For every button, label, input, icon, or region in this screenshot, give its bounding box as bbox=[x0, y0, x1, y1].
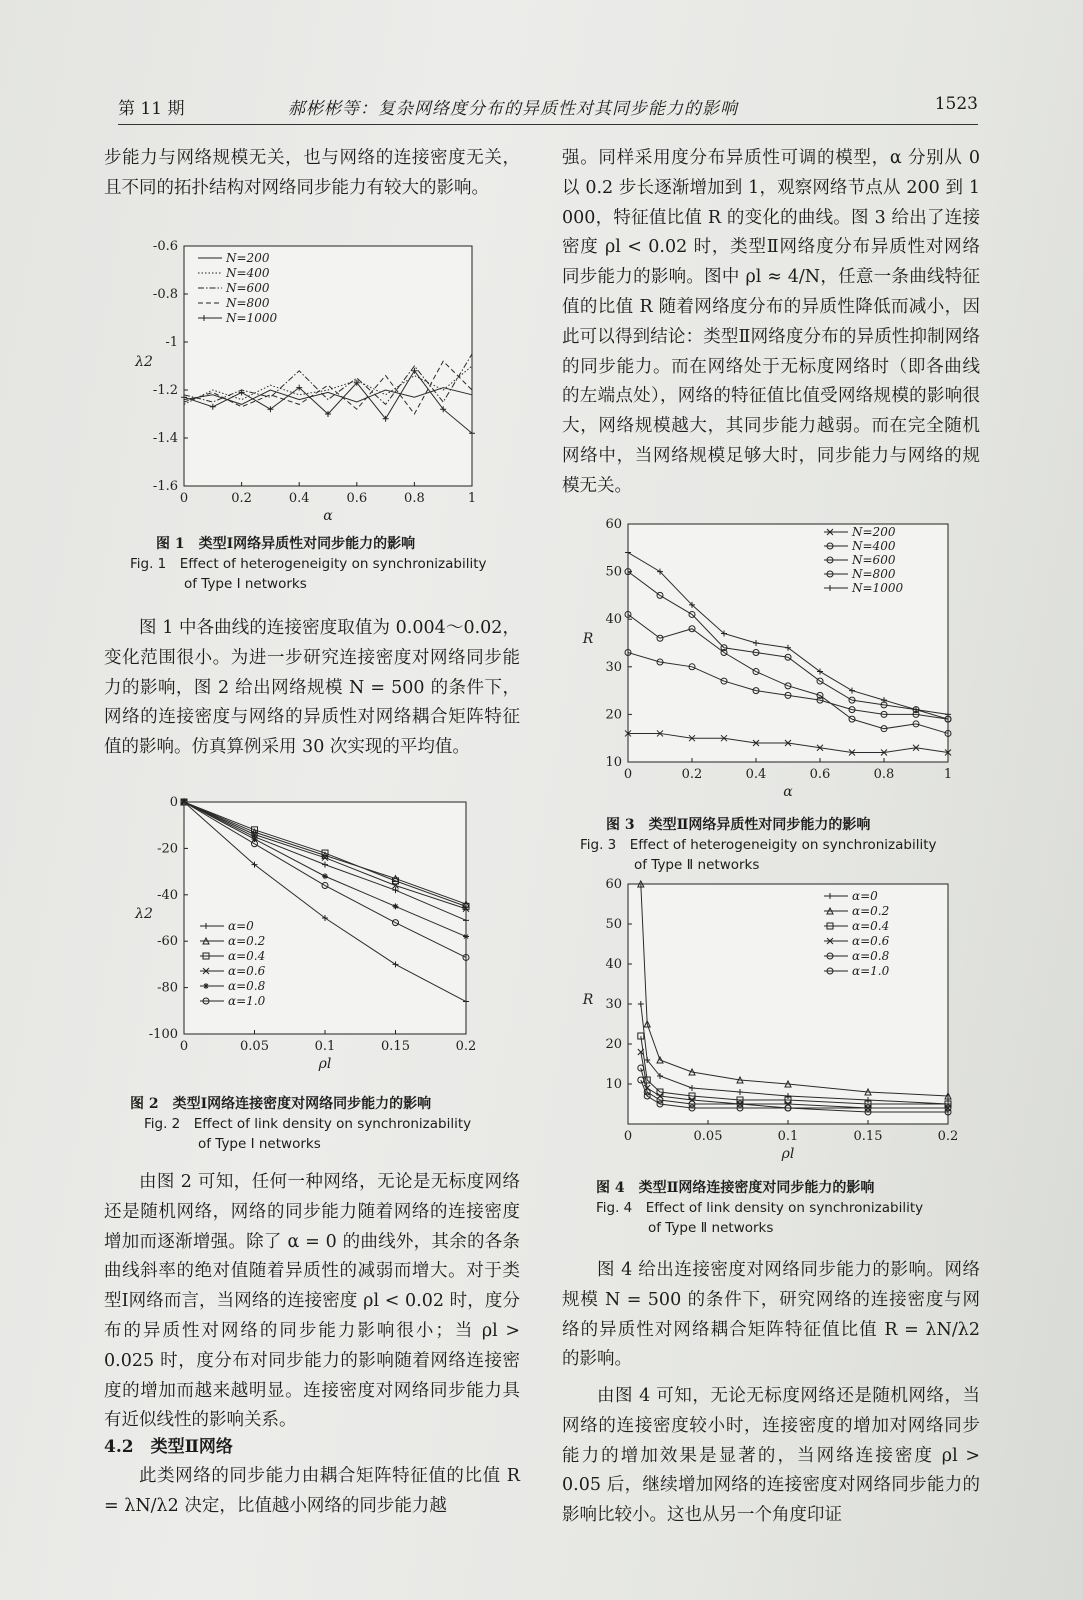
fig1-xlabel: α bbox=[323, 508, 333, 524]
fig3-ylabel: R bbox=[582, 631, 594, 647]
fig3-ytick-label-1: 20 bbox=[605, 707, 622, 723]
figure-4-caption-en-1: Fig. 4 Effect of link density on synchronizability bbox=[596, 1200, 924, 1216]
fig2-legend-label-0: α=0 bbox=[228, 919, 254, 933]
right-para-0-text: 强。同样采用度分布异质性可调的模型，α 分别从 0 以 0.2 步长逐渐增加到 1，观察网络节点从 200 到 1 000，特征值比值 R 的变化的曲线。图 3 给出了连接密度 ρl < 0.02 时，类型Ⅱ网络度分布异质性对网络同步能力的影响。图中 ρl ≈ 4/N，任意一条曲线特征值的比值 R 随着网络度分布的异质性降低而减小，因此可以得到结论：类型Ⅱ网络度分布的异质性抑制网络的同步能力。而在网络处于无标度网络时（即各曲线的左端点处），网络的特征值比值受网络规模的影响很大，网络规模越大，其同步能力越弱。而在完全随机网络中，当网络规模足够大时，同步能力与网络的规模无关。 bbox=[562, 148, 980, 496]
fig1-legend-label-4: N=1000 bbox=[226, 311, 278, 325]
fig4-xtick-label-4: 0.2 bbox=[937, 1129, 959, 1144]
fig2-ytick-label-1: -20 bbox=[157, 841, 178, 857]
fig4-ytick-label-3: 40 bbox=[605, 957, 622, 972]
fig4-legend-label-4: α=0.8 bbox=[852, 949, 890, 963]
figure-3-caption-en-1: Fig. 3 Effect of heterogeneigity on synchronizability bbox=[580, 837, 937, 853]
fig1-ytick-label-4: -1.4 bbox=[152, 431, 178, 446]
fig4-legend-label-5: α=1.0 bbox=[852, 964, 890, 978]
running-header bbox=[118, 94, 978, 125]
left-para-1 bbox=[104, 614, 520, 763]
fig3-legend-label-2: N=600 bbox=[852, 553, 896, 567]
fig1-xtick-label-0: 0 bbox=[179, 491, 189, 506]
fig4-ytick-label-1: 20 bbox=[605, 1037, 622, 1052]
fig1-xtick-label-5: 1 bbox=[467, 491, 477, 506]
fig2-ytick-label-3: -60 bbox=[157, 934, 178, 950]
left-para-2-text: 由图 2 可知，任何一种网络，无论是无标度网络还是随机网络，网络的同步能力随着网络的连接密度增加而逐渐增强。除了 α = 0 的曲线外，其余的各条曲线斜率的绝对值随着异质性的减弱而增大。对于类型Ⅰ网络而言，当网络的连接密度 ρl < 0.02 时，度分布的异质性对网络的同步能力影响很小；当 ρl > 0.025 时，度分布对同步能力的影响随着网络连接密度的增加而越来越明显。连接密度对网络同步能力具有近似线性的影响关系。 bbox=[104, 1172, 520, 1431]
fig2-legend-label-4: α=0.8 bbox=[228, 979, 266, 993]
fig3-xtick-label-1: 0.2 bbox=[681, 767, 703, 782]
left-para-0 bbox=[104, 144, 520, 204]
fig2-ytick-label-4: -80 bbox=[157, 980, 178, 996]
fig3-ytick-label-2: 30 bbox=[605, 659, 622, 675]
figure-3 bbox=[574, 516, 964, 810]
figure-1-caption bbox=[130, 534, 530, 594]
figure-1-chart bbox=[118, 238, 488, 528]
fig1-legend-label-2: N=600 bbox=[226, 281, 270, 295]
right-para-2-text: 由图 4 可知，无论无标度网络还是随机网络，当网络的连接密度较小时，连接密度的增加对网络同步能力的增加效果是显著的，当网络连接密度 ρl > 0.05 后，继续增加网络的连接密度对网络同步能力的影响比较小。这也从另一个角度印证 bbox=[562, 1386, 980, 1526]
figure-3-caption-zh: 图 3 类型Ⅱ网络异质性对同步能力的影响 bbox=[606, 817, 871, 833]
fig2-legend-label-2: α=0.4 bbox=[228, 949, 266, 963]
fig4-ytick-label-5: 60 bbox=[605, 878, 622, 892]
fig2-xtick-label-1: 0.05 bbox=[240, 1039, 269, 1054]
fig1-legend-label-0: N=200 bbox=[226, 251, 270, 265]
fig1-ytick-label-0: -0.6 bbox=[152, 239, 178, 254]
fig1-ytick-label-5: -1.6 bbox=[152, 479, 178, 494]
right-para-0 bbox=[562, 144, 980, 502]
fig3-xtick-label-0: 0 bbox=[623, 767, 633, 782]
left-para-1-text: 图 1 中各曲线的连接密度取值为 0.004～0.02，变化范围很小。为进一步研究连接密度对网络同步能力的影响，图 2 给出网络规模 N = 500 的条件下，网络的连接密度与网络的异质性对网络耦合矩阵特征值的影响。仿真算例采用 30 次实现的平均值。 bbox=[104, 618, 520, 758]
fig1-ytick-label-2: -1 bbox=[165, 335, 178, 350]
figure-1-caption-zh: 图 1 类型Ⅰ网络异质性对同步能力的影响 bbox=[156, 536, 416, 552]
fig4-ylabel: R bbox=[582, 992, 594, 1008]
right-para-1-text: 图 4 给出连接密度对网络同步能力的影响。网络规模 N = 500 的条件下，研究网络的连接密度与网络的异质性对网络耦合矩阵特征值比值 R = λN/λ2 的影响。 bbox=[562, 1260, 980, 1370]
fig4-legend-label-3: α=0.6 bbox=[852, 934, 890, 948]
fig2-ytick-label-2: -40 bbox=[157, 887, 178, 903]
figure-2-caption bbox=[130, 1094, 530, 1154]
issue-number: 第 11 期 bbox=[118, 99, 185, 119]
figure-2 bbox=[122, 796, 492, 1090]
left-para-0-text: 步能力与网络规模无关，也与网络的连接密度无关，且不同的拓扑结构对网络同步能力有较大的影响。 bbox=[104, 148, 520, 198]
fig4-legend-label-1: α=0.2 bbox=[852, 904, 890, 918]
figure-4-caption-zh: 图 4 类型Ⅱ网络连接密度对同步能力的影响 bbox=[596, 1180, 875, 1196]
fig4-xtick-label-3: 0.15 bbox=[853, 1129, 883, 1144]
section-heading: 4.2 类型Ⅱ网络 bbox=[104, 1437, 233, 1457]
fig2-legend-label-5: α=1.0 bbox=[228, 994, 266, 1008]
right-para-2 bbox=[562, 1382, 980, 1531]
fig4-ytick-label-4: 50 bbox=[605, 917, 622, 932]
right-para-1 bbox=[562, 1256, 980, 1375]
figure-4-caption bbox=[596, 1178, 986, 1238]
figure-2-caption-en-1: Fig. 2 Effect of link density on synchronizability bbox=[144, 1116, 472, 1132]
figure-4 bbox=[574, 878, 964, 1172]
fig4-xtick-label-1: 0.05 bbox=[693, 1129, 723, 1144]
figure-4-caption-en-2: of Type Ⅱ networks bbox=[648, 1220, 774, 1236]
fig1-legend-label-3: N=800 bbox=[226, 296, 270, 310]
fig1-ylabel: λ2 bbox=[135, 354, 153, 370]
fig3-legend-label-4: N=1000 bbox=[852, 581, 904, 595]
page-number: 1523 bbox=[934, 94, 978, 114]
fig1-ytick-label-3: -1.2 bbox=[152, 383, 178, 398]
fig4-legend-label-2: α=0.4 bbox=[852, 919, 890, 933]
fig2-xtick-label-2: 0.1 bbox=[314, 1039, 336, 1054]
fig1-xtick-label-4: 0.8 bbox=[404, 491, 425, 506]
figure-3-caption-en-2: of Type Ⅱ networks bbox=[634, 857, 760, 873]
fig2-ylabel: λ2 bbox=[135, 906, 153, 922]
figure-3-chart bbox=[574, 516, 964, 806]
left-para-3 bbox=[104, 1462, 520, 1522]
figure-1-caption-en-2: of Type Ⅰ networks bbox=[184, 576, 307, 592]
figure-2-caption-zh: 图 2 类型Ⅰ网络连接密度对网络同步能力的影响 bbox=[130, 1096, 432, 1112]
fig2-xtick-label-3: 0.15 bbox=[381, 1039, 410, 1054]
fig1-legend-label-1: N=400 bbox=[226, 266, 270, 280]
fig3-ytick-label-5: 60 bbox=[605, 517, 622, 532]
fig3-legend-label-3: N=800 bbox=[852, 567, 896, 581]
fig2-legend-label-1: α=0.2 bbox=[228, 934, 266, 948]
left-para-2 bbox=[104, 1168, 520, 1436]
figure-2-caption-en-2: of Type Ⅰ networks bbox=[198, 1136, 321, 1152]
fig3-legend-label-0: N=200 bbox=[852, 525, 896, 539]
fig3-ytick-label-0: 10 bbox=[605, 755, 622, 770]
figure-3-caption bbox=[580, 815, 980, 875]
figure-4-chart bbox=[574, 878, 964, 1168]
fig3-xtick-label-4: 0.8 bbox=[873, 767, 895, 782]
fig2-ytick-label-5: -100 bbox=[148, 1027, 178, 1042]
fig1-xtick-label-3: 0.6 bbox=[346, 491, 368, 506]
fig2-legend-label-3: α=0.6 bbox=[228, 964, 266, 978]
figure-2-chart bbox=[122, 796, 492, 1086]
fig2-xlabel: ρl bbox=[318, 1056, 332, 1072]
fig3-xlabel: α bbox=[783, 784, 793, 800]
running-title: 郝彬彬等：复杂网络度分布的异质性对其同步能力的影响 bbox=[288, 99, 738, 119]
fig3-legend-label-1: N=400 bbox=[852, 539, 896, 553]
fig4-xtick-label-0: 0 bbox=[623, 1129, 633, 1144]
fig3-ytick-label-3: 40 bbox=[605, 612, 622, 628]
fig4-ytick-label-0: 10 bbox=[605, 1077, 622, 1092]
fig3-xtick-label-5: 1 bbox=[943, 767, 953, 782]
fig1-ytick-label-1: -0.8 bbox=[152, 287, 178, 302]
fig3-ytick-label-4: 50 bbox=[605, 564, 622, 580]
fig2-xtick-label-4: 0.2 bbox=[455, 1039, 477, 1054]
fig4-xlabel: ρl bbox=[781, 1146, 795, 1162]
fig1-xtick-label-1: 0.2 bbox=[231, 491, 252, 506]
fig4-plot-area bbox=[628, 884, 948, 1124]
fig3-xtick-label-3: 0.6 bbox=[809, 767, 831, 782]
figure-1-caption-en-1: Fig. 1 Effect of heterogeneigity on synchronizability bbox=[130, 556, 487, 572]
fig4-ytick-label-2: 30 bbox=[605, 997, 622, 1012]
fig3-xtick-label-2: 0.4 bbox=[745, 767, 767, 782]
fig4-xtick-label-2: 0.1 bbox=[777, 1129, 799, 1144]
fig2-ytick-label-0: 0 bbox=[169, 796, 178, 810]
left-para-3-text: 此类网络的同步能力由耦合矩阵特征值的比值 R = λN/λ2 决定，比值越小网络的同步能力越 bbox=[104, 1466, 520, 1516]
fig2-xtick-label-0: 0 bbox=[179, 1039, 189, 1054]
figure-1 bbox=[118, 238, 488, 532]
fig1-xtick-label-2: 0.4 bbox=[288, 491, 310, 506]
fig4-legend-label-0: α=0 bbox=[852, 889, 878, 903]
